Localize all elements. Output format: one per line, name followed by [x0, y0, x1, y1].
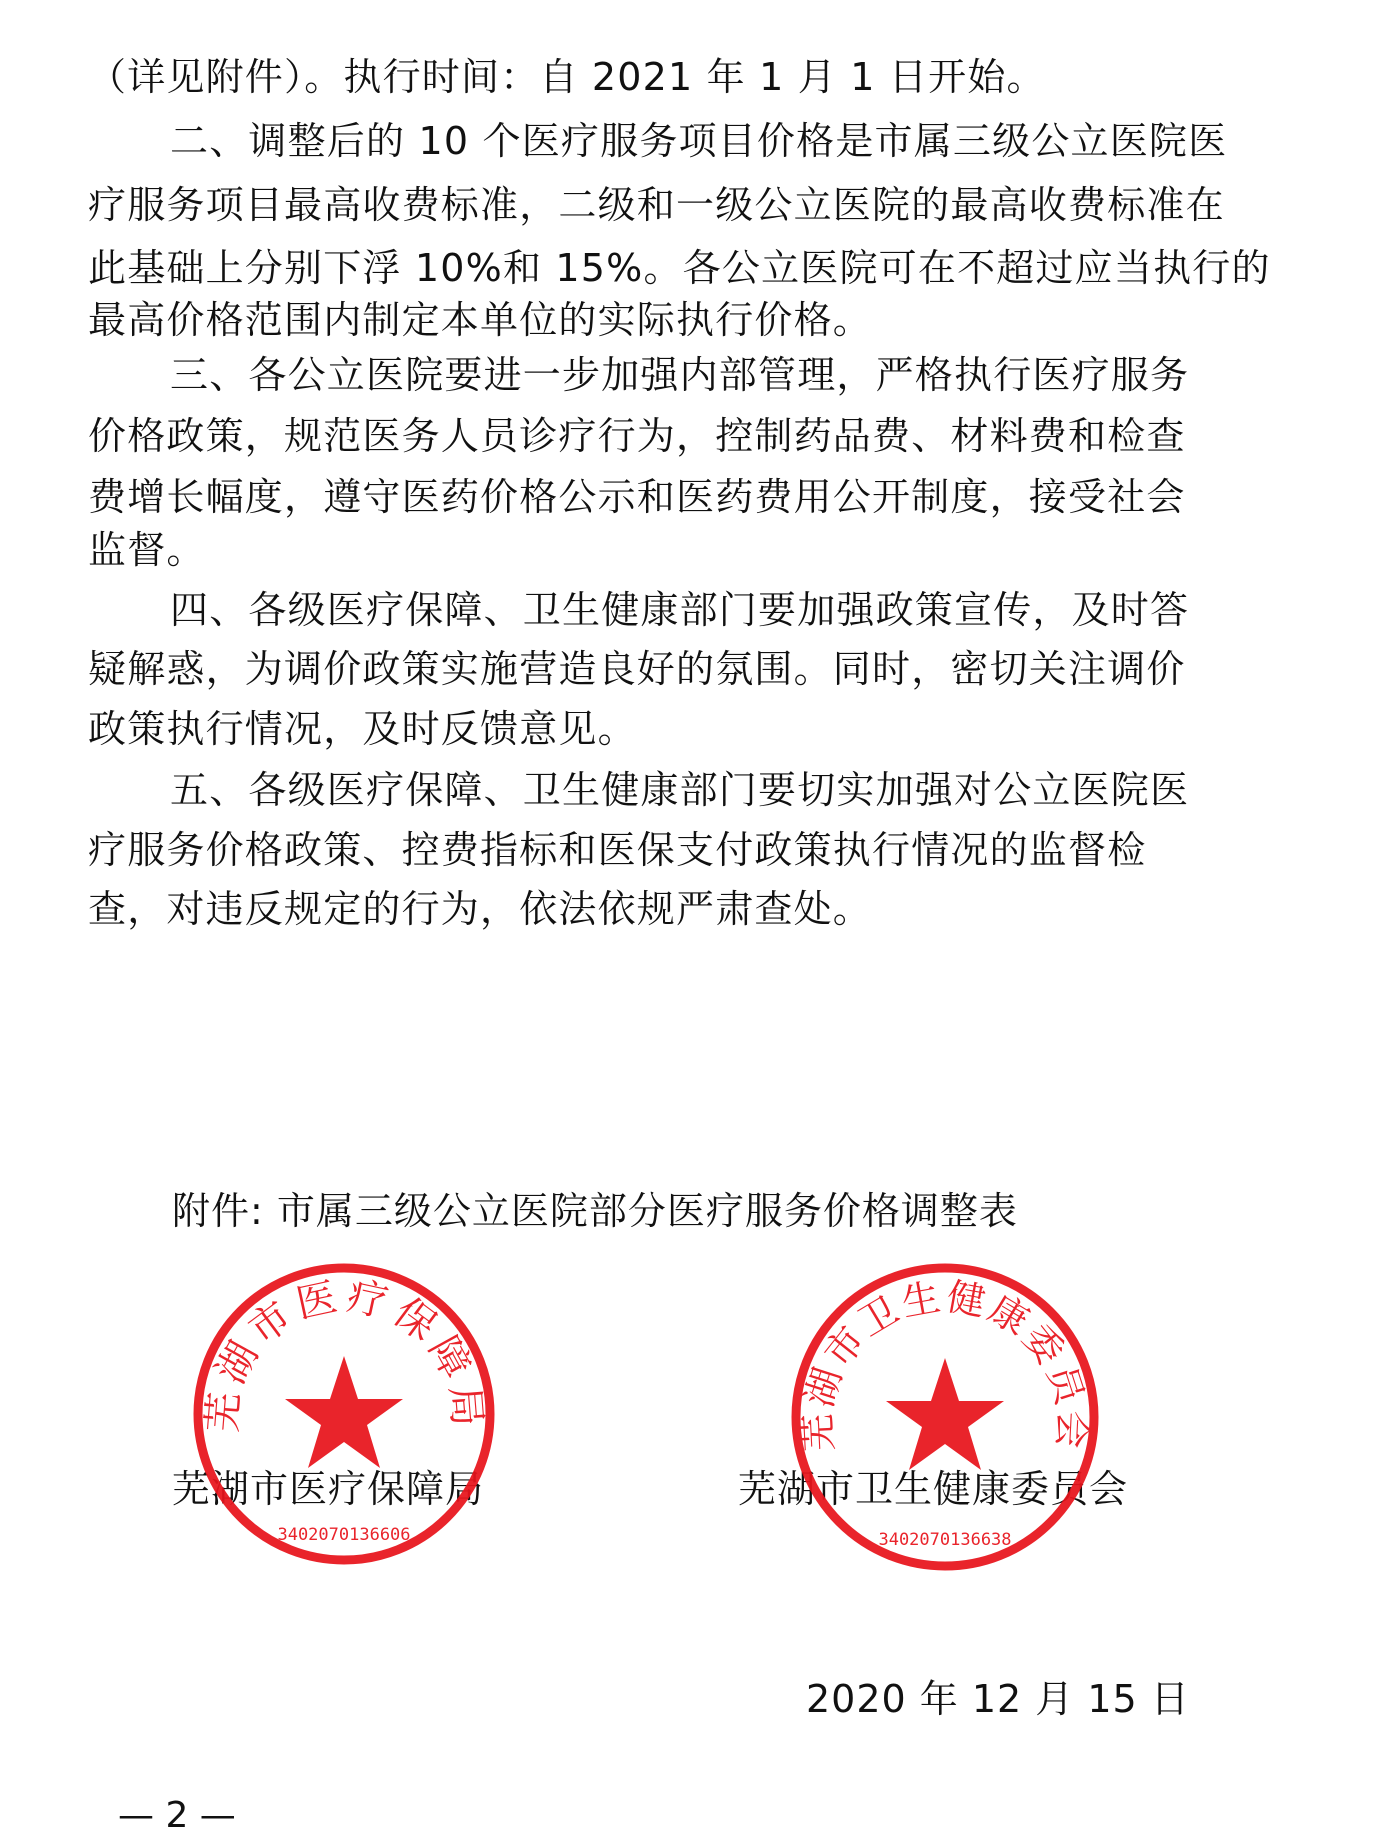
right-seal-code: 3402070136638: [878, 1530, 1012, 1550]
attachment-note: 附件: 市属三级公立医院部分医疗服务价格调整表: [172, 1189, 1018, 1233]
paragraph-1-line-1: （详见附件）。执行时间：自 2021 年 1 月 1 日开始。: [88, 55, 1046, 99]
left-seal-star-icon: [285, 1356, 403, 1468]
paragraph-2-line-1: 二、调整后的 10 个医疗服务项目价格是市属三级公立医院医: [170, 119, 1228, 163]
right-seal-arc-text: 芜湖市卫生健康委员会: [795, 1274, 1095, 1453]
right-official-seal: [786, 1258, 1104, 1576]
paragraph-5-line-1: 五、各级医疗保障、卫生健康部门要切实加强对公立医院医: [170, 768, 1190, 812]
paragraph-5-line-3: 查，对违反规定的行为，依法依规严肃查处。: [88, 887, 873, 931]
left-signature-org: 芜湖市医疗保障局: [172, 1467, 485, 1511]
right-seal-star-icon: [886, 1358, 1004, 1470]
left-seal-arc-text: 芜湖市医疗保障局: [199, 1273, 491, 1434]
paragraph-4-line-1: 四、各级医疗保障、卫生健康部门要加强政策宣传，及时答: [170, 588, 1190, 632]
paragraph-4-line-3: 政策执行情况，及时反馈意见。: [88, 707, 637, 751]
paragraph-5-line-2: 疗服务价格政策、控费指标和医保支付政策执行情况的监督检: [88, 828, 1147, 872]
paragraph-2-line-3: 此基础上分别下浮 10%和 15%。各公立医院可在不超过应当执行的: [88, 246, 1271, 290]
right-signature-org: 芜湖市卫生健康委员会: [738, 1467, 1129, 1511]
left-official-seal: [188, 1258, 500, 1570]
paragraph-3-line-2: 价格政策，规范医务人员诊疗行为，控制药品费、材料费和检查: [88, 414, 1186, 458]
paragraph-3-line-3: 费增长幅度，遵守医药价格公示和医药费用公开制度，接受社会: [88, 475, 1186, 519]
paragraph-2-line-4: 最高价格范围内制定本单位的实际执行价格。: [88, 298, 873, 342]
left-seal-code: 3402070136606: [277, 1525, 411, 1545]
issue-date: 2020 年 12 月 15 日: [806, 1677, 1190, 1721]
paragraph-2-line-2: 疗服务项目最高收费标准，二级和一级公立医院的最高收费标准在: [88, 183, 1225, 227]
paragraph-3-line-4: 监督。: [88, 528, 206, 572]
paragraph-4-line-2: 疑解惑，为调价政策实施营造良好的氛围。同时，密切关注调价: [88, 647, 1186, 691]
page-number: — 2 —: [118, 1795, 236, 1836]
paragraph-3-line-1: 三、各公立医院要进一步加强内部管理，严格执行医疗服务: [170, 353, 1190, 397]
